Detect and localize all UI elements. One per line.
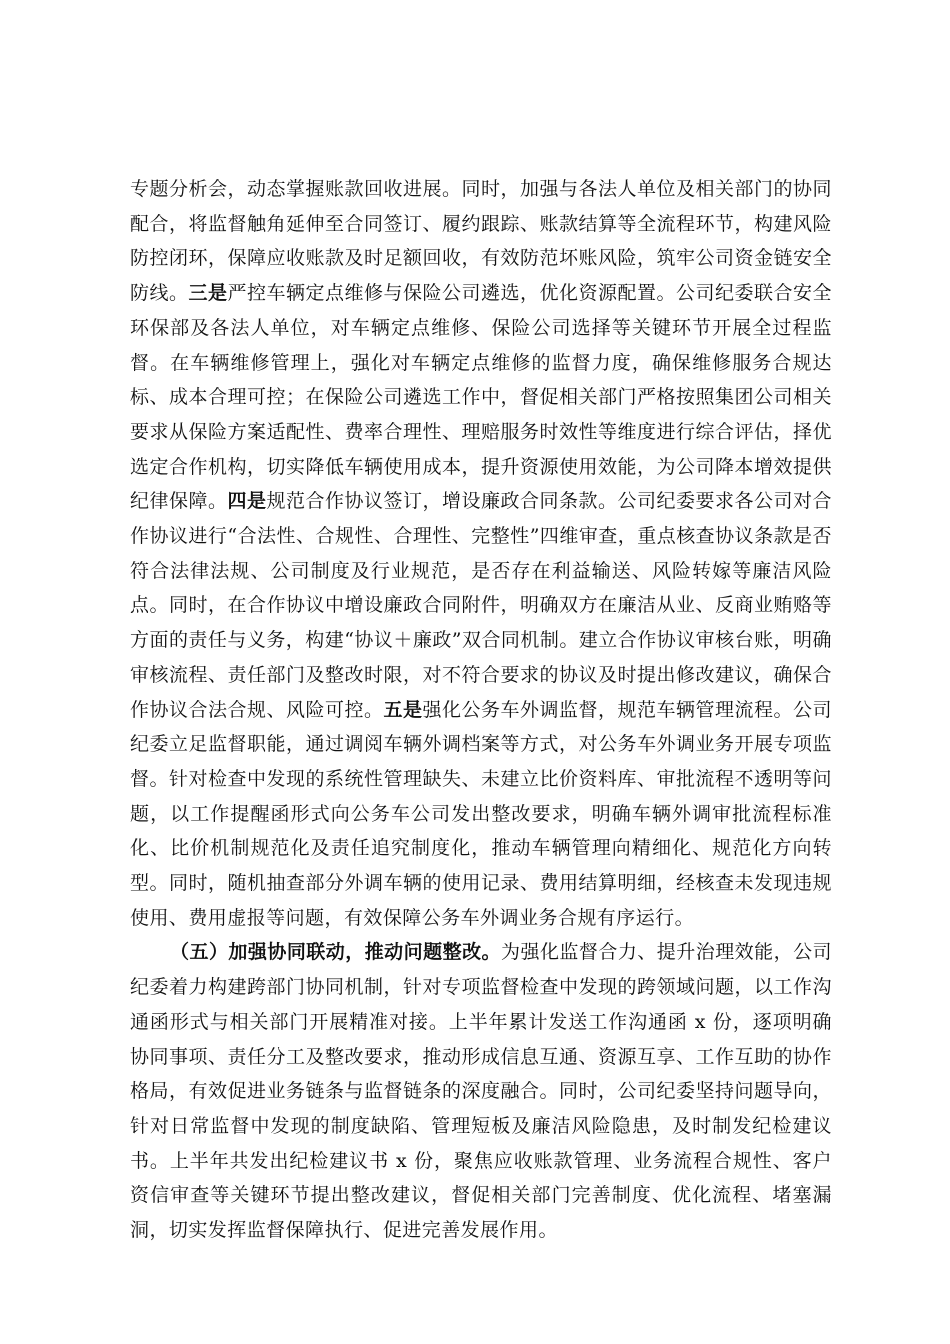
paragraph-supervision-measures bbox=[130, 172, 832, 935]
section-heading: （五）加强协同联动，推动问题整改。 bbox=[170, 941, 502, 964]
bold-marker-five: 五是 bbox=[383, 698, 423, 721]
paragraph-text: 为强化监督合力、提升治理效能，公司纪委着力构建跨部门协同机制，针对专项监督检查中发现的跨领域问题，以工作沟通函形式与相关部门开展精准对接。上半年累计发送工作沟通函 x 份，逐项明确协同事项、责任分工及整改要求，推动形成信息互通、资源互享、工作互助的协作格局，有效促进业务链条与监督链条的深度融合。同时，公司纪委坚持问题导向，针对日常监督中发现的制度缺陷、管理短板及廉洁风险隐患，及时制发纪检建议书。上半年共发出纪检建议书 x 份，聚焦应收账款管理、业务流程合规性、客户资信审查等关键环节提出整改建议，督促相关部门完善制度、优化流程、堵塞漏洞，切实发挥监督保障执行、促进完善发展作用。 bbox=[130, 941, 833, 1242]
document-body bbox=[130, 172, 832, 1248]
paragraph-text: 严控车辆定点维修与保险公司遴选，优化资源配置。公司纪委联合安全环保部及各法人单位，对车辆定点维修、保险公司选择等关键环节开展全过程监督。在车辆维修管理上，强化对车辆定点维修的监督力度，确保维修服务合规达标、成本合理可控；在保险公司遴选工作中，督促相关部门严格按照集团公司相关要求从保险方案适配性、费率合理性、理赔服务时效性等维度进行综合评估，择优选定合作机构，切实降低车辆使用成本，提升资源使用效能，为公司降本增效提供纪律保障。 bbox=[130, 282, 833, 513]
paragraph-text: 专题分析会，动态掌握账款回收进展。同时，加强与各法人单位及相关部门的协同配合，将监督触角延伸至合同签订、履约跟踪、账款结算等全流程环节，构建风险防控闭环，保障应收账款及时足额回收，有效防范坏账风险，筑牢公司资金链安全防线。 bbox=[130, 178, 832, 305]
paragraph-text: 强化公务车外调监督，规范车辆管理流程。公司纪委立足监督职能，通过调阅车辆外调档案等方式，对公务车外调业务开展专项监督。针对检查中发现的系统性管理缺失、未建立比价资料库、审批流程不透明等问题，以工作提醒函形式向公务车公司发出整改要求，明确车辆外调审批流程标准化、比价机制规范化及责任追究制度化，推动车辆管理向精细化、规范化方向转型。同时，随机抽查部分外调车辆的使用记录、费用结算明细，经核查未发现违规使用、费用虚报等问题，有效保障公务车外调业务合规有序运行。 bbox=[130, 698, 833, 929]
bold-marker-four: 四是 bbox=[227, 490, 267, 513]
paragraph-section-five bbox=[130, 935, 832, 1247]
paragraph-text: 规范合作协议签订，增设廉政合同条款。公司纪委要求各公司对合作协议进行“合法性、合规性、合理性、完整性”四维审查，重点核查协议条款是否符合法律法规、公司制度及行业规范，是否存在利益输送、风险转嫁等廉洁风险点。同时，在合作协议中增设廉政合同附件，明确双方在廉洁从业、反商业贿赂等方面的责任与义务，构建“协议＋廉政”双合同机制。建立合作协议审核台账，明确审核流程、责任部门及整改时限，对不符合要求的协议及时提出修改建议，确保合作协议合法合规、风险可控。 bbox=[130, 490, 832, 721]
bold-marker-three: 三是 bbox=[188, 282, 228, 305]
